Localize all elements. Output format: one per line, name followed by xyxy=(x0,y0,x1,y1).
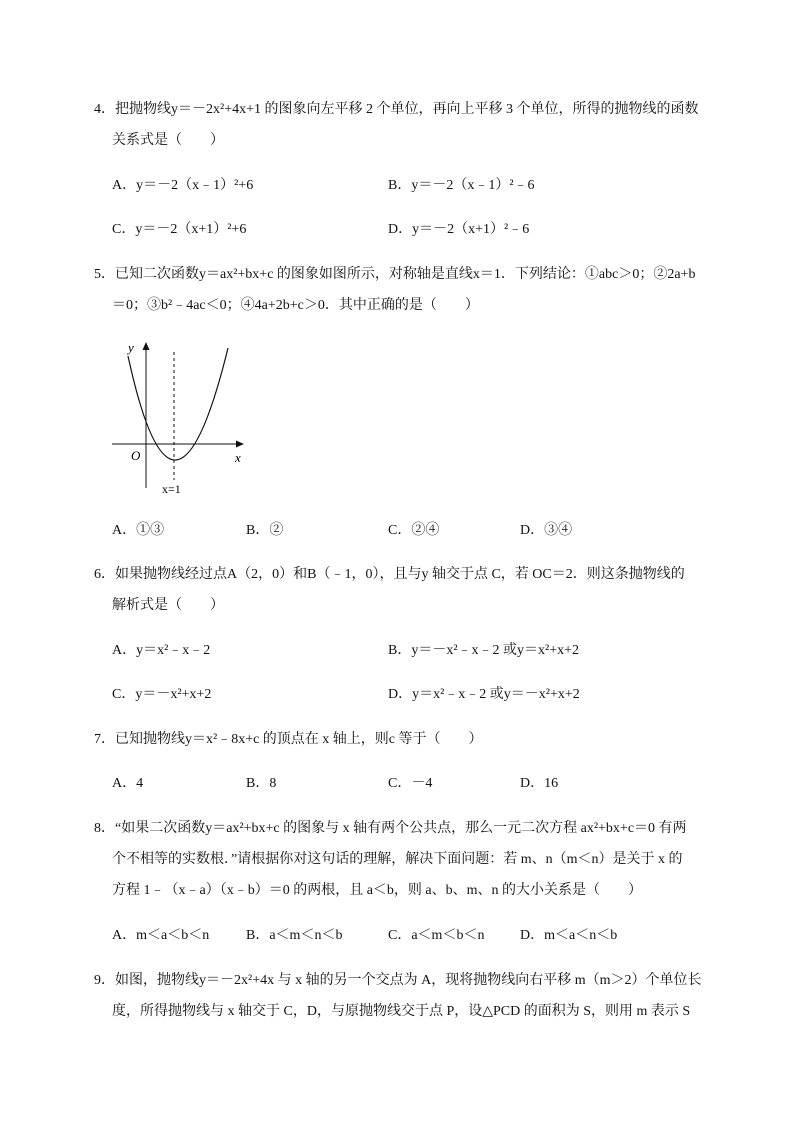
q4-line-1: 4．把抛物线y＝－2x²+4x+1 的图象向左平移 2 个单位，再向上平移 3 个单位，所得的抛物线的函数 xyxy=(94,102,699,117)
q6-option-a: A．y＝x²﹣x﹣2 xyxy=(112,643,211,658)
q5-option-a: A．①③ xyxy=(112,523,165,538)
x-axis-label: x xyxy=(235,450,241,465)
origin-label: O xyxy=(131,448,141,463)
q4-option-c: C．y＝－2（x+1）²+6 xyxy=(112,222,247,237)
q9-line-1: 9．如图，抛物线y＝－2x²+4x 与 x 轴的另一个交点为 A，现将抛物线向右平移 m（m＞2）个单位长 xyxy=(94,973,702,988)
symmetry-axis-label: x=1 xyxy=(162,482,181,496)
parabola-curve xyxy=(128,348,228,460)
q4-option-b: B．y＝－2（x﹣1）²﹣6 xyxy=(388,178,535,193)
q6-option-c: C．y＝－x²+x+2 xyxy=(112,687,212,702)
q6-line-2: 解析式是（ ） xyxy=(112,598,224,613)
q5-parabola-graph xyxy=(108,338,248,498)
y-axis-arrow-icon xyxy=(143,342,150,350)
q8-line-2: 个不相等的实数根．”请根据你对这句话的理解，解决下面问题：若 m、n（m＜n）是关于 x 的 xyxy=(112,852,683,867)
q8-line-1: 8．“如果二次函数y＝ax²+bx+c 的图象与 x 轴有两个公共点，那么一元二次方程 ax²+bx+c＝0 有两 xyxy=(94,821,687,836)
q7-option-a: A．4 xyxy=(112,776,144,791)
q8-option-c: C．a＜m＜b＜n xyxy=(388,928,485,943)
q5-option-c: C．②④ xyxy=(388,523,440,538)
y-axis-label: y xyxy=(128,340,134,355)
q5-line-2: ＝0；③b²﹣4ac＜0；④4a+2b+c＞0．其中正确的是（ ） xyxy=(112,298,479,313)
q4-option-a: A．y＝－2（x﹣1）²+6 xyxy=(112,178,254,193)
q8-option-d: D．m＜a＜n＜b xyxy=(520,928,618,943)
q6-option-b: B．y＝－x²﹣x﹣2 或y＝x²+x+2 xyxy=(388,643,580,658)
q4-line-2: 关系式是（ ） xyxy=(112,133,224,148)
q6-line-1: 6．如果抛物线经过点A（2，0）和B（﹣1，0），且与y 轴交于点 C，若 OC＝2．则这条抛物线的 xyxy=(94,567,685,582)
q7-option-b: B．8 xyxy=(246,776,277,791)
q8-line-3: 方程 1﹣（x﹣a）（x﹣b）＝0 的两根，且 a＜b，则 a、b、m、n 的大小关系是（ ） xyxy=(112,883,643,898)
q7-line-1: 7．已知抛物线y＝x²﹣8x+c 的顶点在 x 轴上，则c 等于（ ） xyxy=(94,732,483,747)
q5-option-d: D．③④ xyxy=(520,523,573,538)
q9-line-2: 度，所得抛物线与 x 轴交于 C，D，与原抛物线交于点 P，设△PCD 的面积为 S，则用 m 表示 S xyxy=(112,1004,691,1019)
q7-option-c: C．－4 xyxy=(388,776,433,791)
x-axis-arrow-icon xyxy=(236,441,244,448)
q7-option-d: D．16 xyxy=(520,776,559,791)
q5-line-1: 5．已知二次函数y＝ax²+bx+c 的图象如图所示，对称轴是直线x＝1．下列结论：①abc＞0；②2a+b xyxy=(94,267,696,282)
q5-option-b: B．② xyxy=(246,523,284,538)
q4-option-d: D．y＝－2（x+1）²﹣6 xyxy=(388,222,530,237)
q8-option-a: A．m＜a＜b＜n xyxy=(112,928,210,943)
q6-option-d: D．y＝x²﹣x﹣2 或y＝－x²+x+2 xyxy=(388,687,580,702)
q8-option-b: B．a＜m＜n＜b xyxy=(246,928,343,943)
